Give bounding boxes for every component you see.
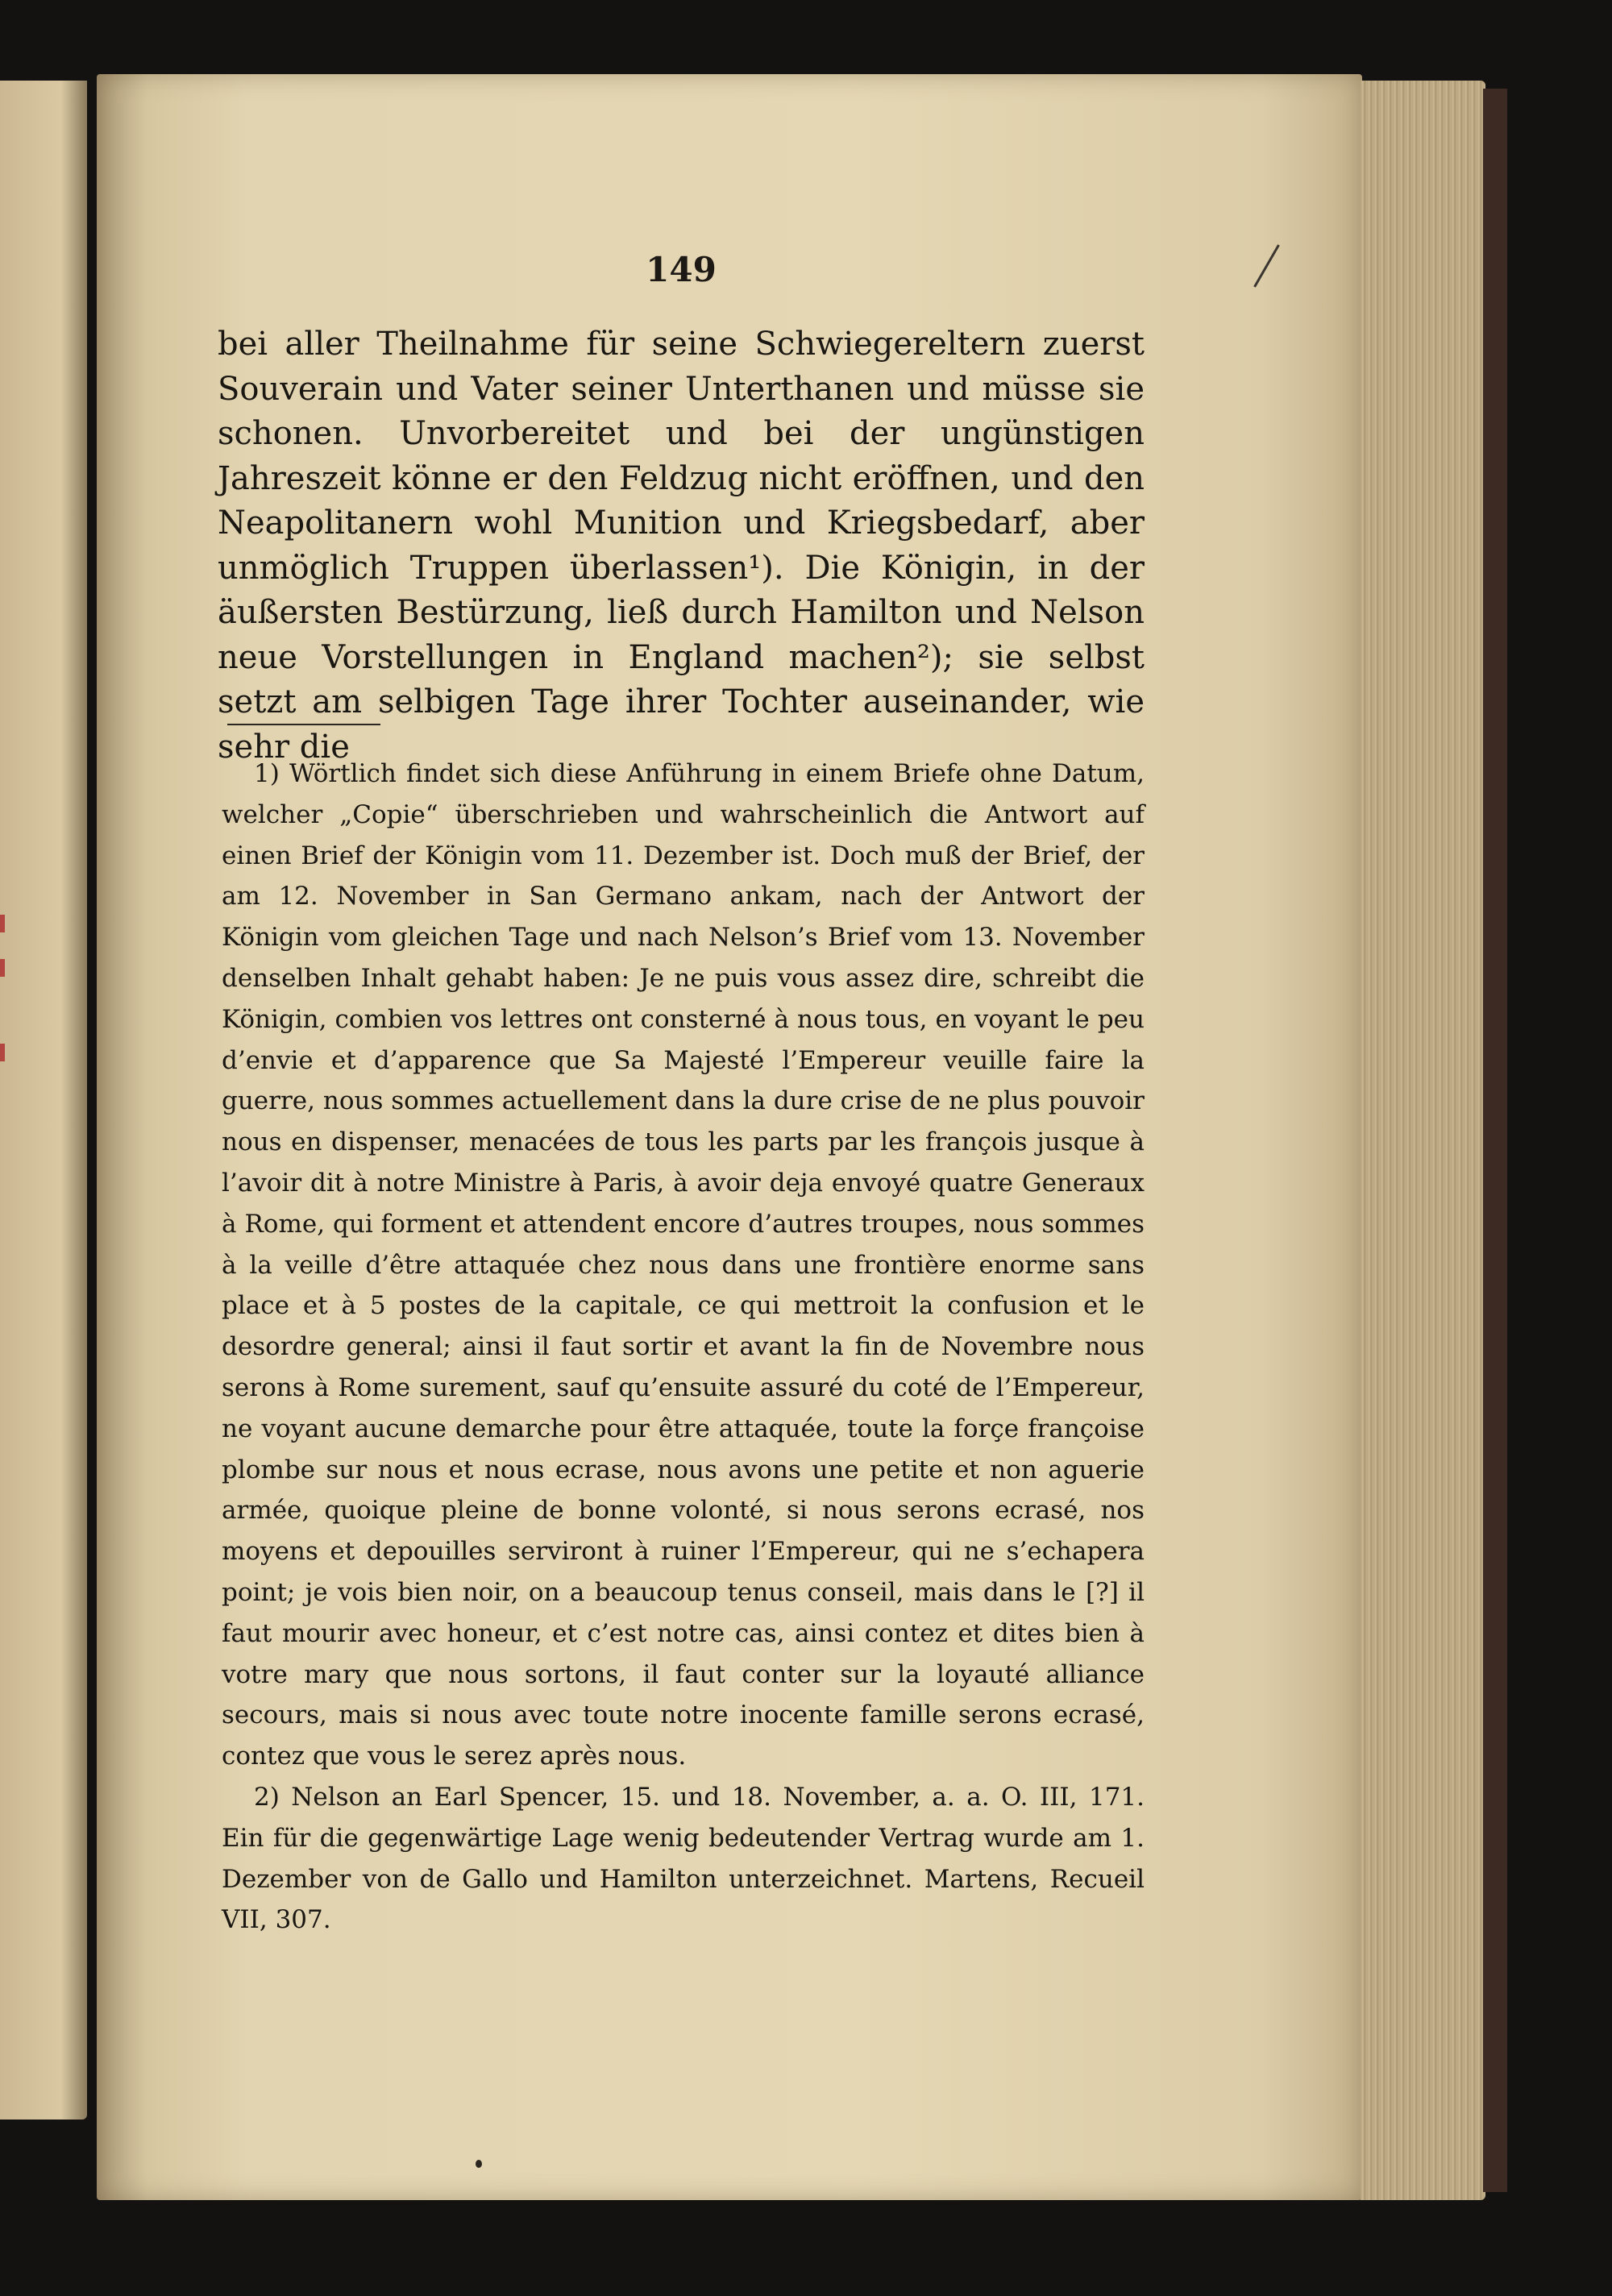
left-page-mark <box>0 1044 5 1061</box>
footnote-2: 2) Nelson an Earl Spencer, 15. und 18. November, a. a. O. III, 171. Ein für die gegenwärtige Lage wenig bedeutender Vertrag wurde am 1. Dezember von de Gallo und Hamilton unterzeichnet. Martens, Recueil VII, 307. <box>222 1782 1145 1935</box>
main-paragraph: bei aller Theilnahme für seine Schwiegereltern zuerst Souverain und Vater seiner Unterthanen und müsse sie schonen. Unvorbereitet und bei der ungünstigen Jahreszeit könne er den Feldzug nicht eröffnen, und den Neapolitanern wohl Munition und Kriegsbedarf, aber unmöglich Truppen überlassen¹). Die Königin, in der äußersten Bestürzung, ließ durch Hamilton und Nelson neue Vorstellungen in England machen²); sie selbst setzt am selbigen Tage ihrer Tochter auseinander, wie sehr die <box>218 326 1145 766</box>
left-page-edge <box>0 81 87 2120</box>
page-edges <box>1361 81 1485 2200</box>
left-page-mark <box>0 915 5 932</box>
ink-dot <box>476 2160 482 2168</box>
left-page-mark <box>0 959 5 977</box>
book-cover-edge <box>1483 89 1507 2192</box>
page-number: 149 <box>646 250 717 289</box>
footnote-1: 1) Wörtlich findet sich diese Anführung in einem Briefe ohne Datum, welcher „Copie“ überschrieben und wahrscheinlich die Antwort auf einen Brief der Königin vom 11. Dezember ist. Doch muß der Brief, der am 12. November in San Germano ankam, nach der Antwort der Königin vom gleichen Tage und nach Nelson’s Brief vom 13. November denselben Inhalt gehabt haben: Je ne puis vous assez dire, schreibt die Königin, combien vos lettres ont consterné à nous tous, en voyant le peu d’envie et d’apparence que Sa Majesté l’Empereur veuille faire la guerre, nous sommes actuellement dans la dure crise de ne plus pouvoir nous en dispenser, menacées de tous les parts par les françois jusque à l’avoir dit à notre Ministre à Paris, à avoir deja envoyé quatre Generaux à Rome, qui forment et attendent encore d’autres troupes, nous sommes à la veille d’être attaquée chez nous dans une frontière enorme sans place et à 5 postes de la capitale, ce qui mettroit la confusion et le desordre general; ainsi il faut sortir et avant la fin de Novembre nous serons à Rome surement, sauf qu’ensuite assuré du coté de l’Empereur, ne voyant aucune demarche pour être attaquée, toute la forçe françoise plombe sur nous et nous ecrase, nous avons une petite et non aguerie armée, quoique pleine de bonne volonté, si nous serons ecrasé, nos moyens et depouilles serviront à ruiner l’Empereur, qui ne s’echapera point; je vois bien noir, on a beaucoup tenus conseil, mais dans le [?] il faut mourir avec honeur, et c’est notre cas, ainsi contez et dites bien à votre mary que nous sortons, il faut conter sur la loyauté alliance secours, mais si nous avec toute notre inocente famille serons ecrasé, contez que vous le serez après nous. <box>222 759 1145 1771</box>
footnote-rule <box>227 724 380 725</box>
footnotes <box>222 754 1145 1941</box>
